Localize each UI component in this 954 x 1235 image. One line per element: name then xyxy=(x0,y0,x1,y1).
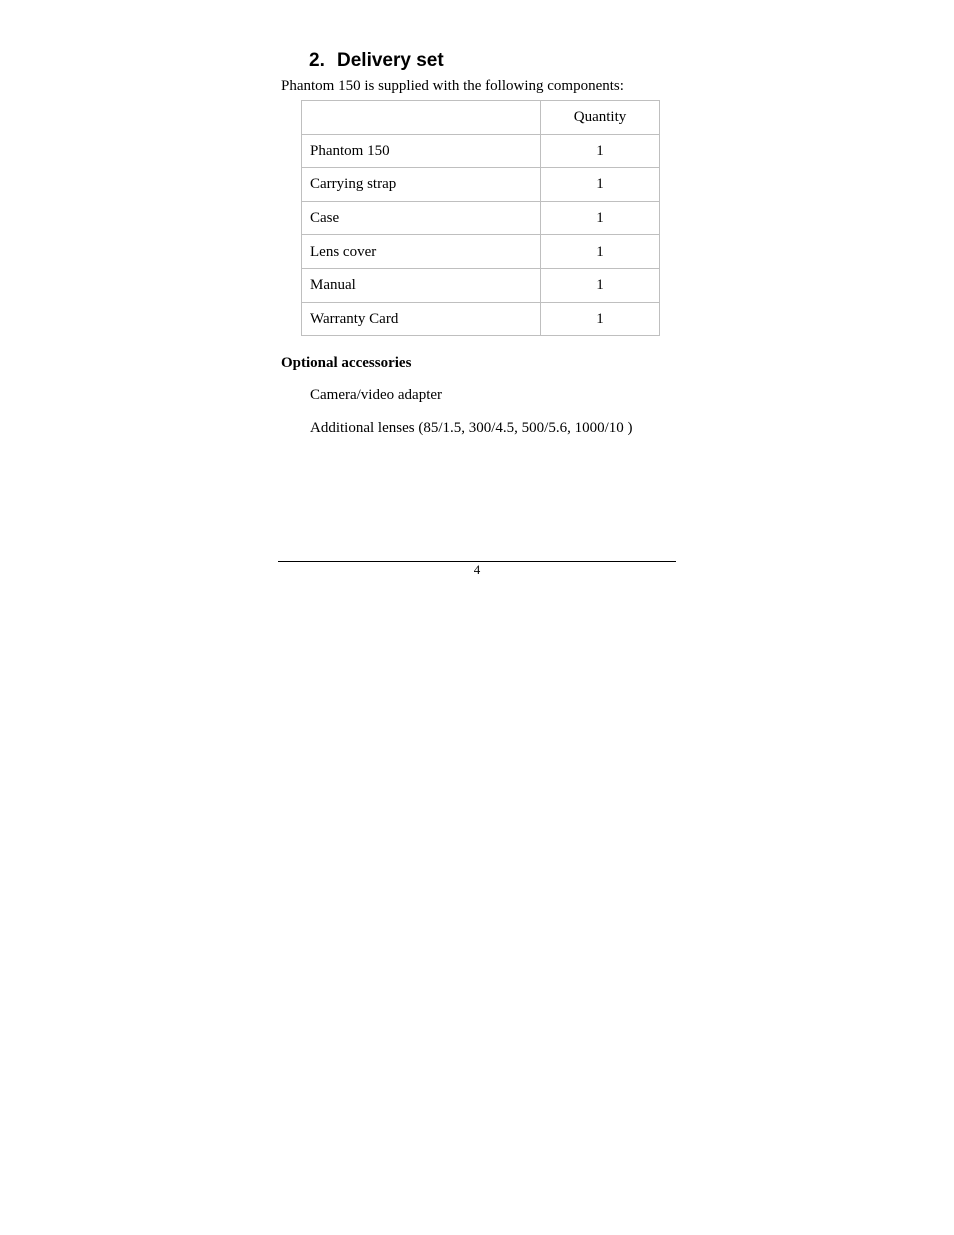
item-quantity-cell: 1 xyxy=(541,268,660,302)
item-quantity-cell: 1 xyxy=(541,302,660,336)
section-heading xyxy=(309,48,444,74)
table-header-row xyxy=(302,101,660,135)
table-row xyxy=(302,134,660,168)
optional-accessories-title: Optional accessories xyxy=(281,355,412,371)
optional-accessory-item: Additional lenses (85/1.5, 300/4.5, 500/5.6, 1000/10 ) xyxy=(310,420,633,436)
table-row xyxy=(302,302,660,336)
item-name-cell: Lens cover xyxy=(302,235,541,269)
item-quantity-cell: 1 xyxy=(541,201,660,235)
section-title: Delivery set xyxy=(337,50,444,71)
item-name-cell: Case xyxy=(302,201,541,235)
item-quantity-cell: 1 xyxy=(541,134,660,168)
section-number: 2. xyxy=(309,50,325,71)
item-name-cell: Warranty Card xyxy=(302,302,541,336)
table-row xyxy=(302,268,660,302)
item-quantity-cell: 1 xyxy=(541,235,660,269)
item-name-cell: Manual xyxy=(302,268,541,302)
table-row xyxy=(302,201,660,235)
item-name-cell: Phantom 150 xyxy=(302,134,541,168)
header-name-cell xyxy=(302,101,541,135)
page-number: 4 xyxy=(473,562,481,577)
intro-paragraph: Phantom 150 is supplied with the following components: xyxy=(281,78,624,94)
item-quantity-cell: 1 xyxy=(541,168,660,202)
header-quantity-cell: Quantity xyxy=(541,101,660,135)
components-table xyxy=(301,100,660,336)
item-name-cell: Carrying strap xyxy=(302,168,541,202)
table-row xyxy=(302,168,660,202)
table-row xyxy=(302,235,660,269)
optional-accessory-item: Camera/video adapter xyxy=(310,387,443,403)
